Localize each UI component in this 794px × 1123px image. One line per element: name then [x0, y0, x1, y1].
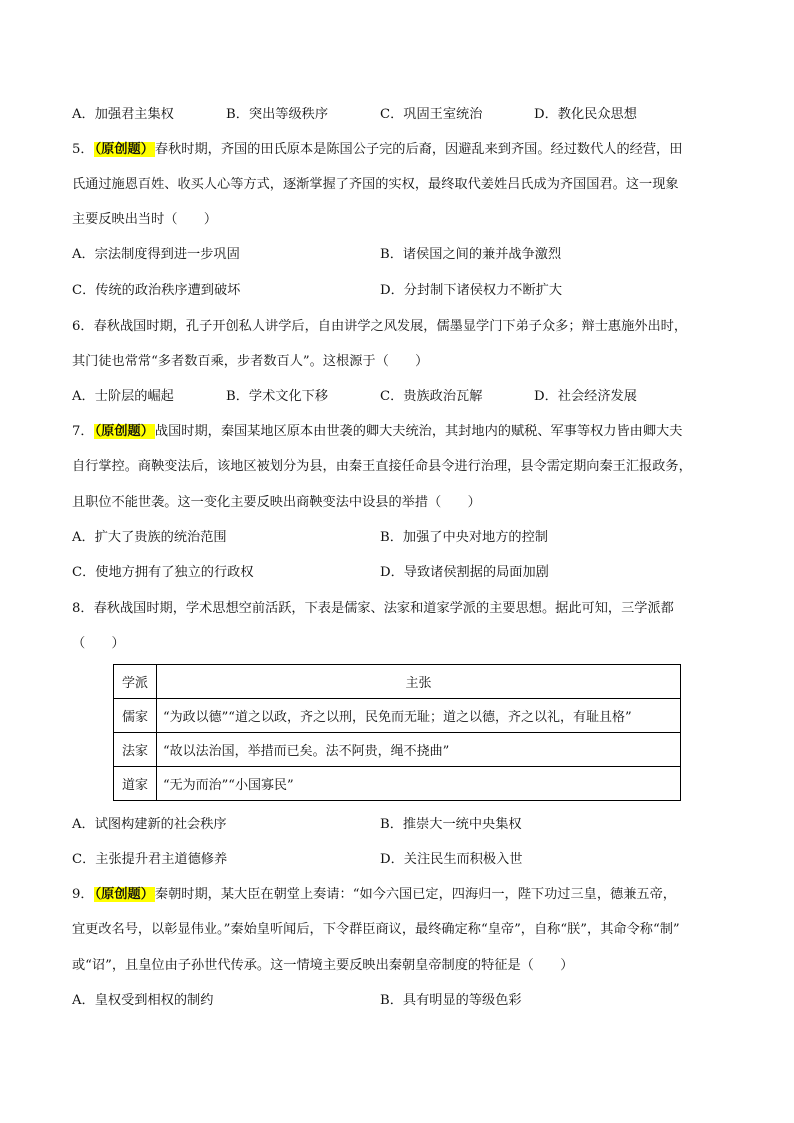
- q9-option-b[interactable]: B．具有明显的等级色彩: [380, 993, 522, 1008]
- q7-option-d[interactable]: D．导致诸侯割据的局面加剧: [380, 565, 549, 580]
- q5-stem-line-3: 主要反映出当时（ ）: [72, 212, 218, 227]
- table-cell-claim: “无为而治”“小国寡民”: [157, 767, 681, 801]
- table-cell-school: 儒家: [114, 699, 157, 733]
- q6-option-a[interactable]: A．士阶层的崛起: [72, 389, 174, 404]
- q5-option-a[interactable]: A．宗法制度得到进一步巩固: [72, 247, 240, 262]
- q4-option-a[interactable]: A．加强君主集权: [72, 107, 174, 122]
- q8-stem-line-1: 8．春秋战国时期，学术思想空前活跃，下表是儒家、法家和道家学派的主要思想。据此可知，三学派都: [72, 601, 674, 616]
- q5-number: 5．: [72, 142, 94, 157]
- q7-original-tag: （原创题）: [94, 424, 154, 439]
- q8-option-b[interactable]: B．推崇大一统中央集权: [380, 817, 522, 832]
- q9-text-1: 秦朝时期，某大臣在朝堂上奏请：“如今六国已定，四海归一，陛下功过三皇，德兼五帝，: [154, 887, 676, 902]
- table-header-school: 学派: [114, 665, 157, 699]
- schools-table: [113, 664, 681, 801]
- q7-text-1: 战国时期，秦国某地区原本由世袭的卿大夫统治，其封地内的赋税、军事等权力皆由卿大夫: [154, 424, 683, 439]
- q4-option-b[interactable]: B．突出等级秩序: [226, 107, 329, 122]
- q7-option-a[interactable]: A．扩大了贵族的统治范围: [72, 530, 227, 545]
- q9-option-a[interactable]: A．皇权受到相权的制约: [72, 993, 214, 1008]
- table-cell-claim: “故以法治国，举措而已矣。法不阿贵，绳不挠曲”: [157, 733, 681, 767]
- q9-stem-line-3: 或“诏”，且皇位由子孙世代传承。这一情境主要反映出秦朝皇帝制度的特征是（ ）: [72, 958, 574, 973]
- q9-stem-line-2: 宜更改名号，以彰显伟业。”秦始皇听闻后，下令群臣商议，最终确定称“皇帝”，自称“朕”，其命令称“制”: [72, 922, 680, 937]
- q4-option-d[interactable]: D．教化民众思想: [534, 107, 637, 122]
- q5-option-d[interactable]: D．分封制下诸侯权力不断扩大: [380, 283, 563, 298]
- table-cell-claim: “为政以德”“道之以政，齐之以刑，民免而无耻；道之以德，齐之以礼，有耻且格”: [157, 699, 681, 733]
- q7-stem-line-1: [72, 423, 732, 441]
- q6-option-d[interactable]: D．社会经济发展: [534, 389, 637, 404]
- table-header-claim: 主张: [157, 665, 681, 699]
- q5-option-b[interactable]: B．诸侯国之间的兼并战争激烈: [380, 247, 562, 262]
- q8-stem-line-2: （ ）: [72, 636, 125, 651]
- table-row: [114, 767, 681, 801]
- q8-option-d[interactable]: D．关注民生而积极入世: [380, 852, 523, 867]
- q6-option-c[interactable]: C．贵族政治瓦解: [380, 389, 483, 404]
- q7-number: 7．: [72, 424, 94, 439]
- q5-option-c[interactable]: C．传统的政治秩序遭到破坏: [72, 283, 241, 298]
- q5-original-tag: （原创题）: [94, 142, 154, 157]
- q9-stem-line-1: [72, 886, 732, 904]
- q5-text-1: 春秋时期，齐国的田氏原本是陈国公子完的后裔，因避乱来到齐国。经过数代人的经营，田: [154, 142, 683, 157]
- table-cell-school: 道家: [114, 767, 157, 801]
- table-row: [114, 699, 681, 733]
- q6-option-b[interactable]: B．学术文化下移: [226, 389, 329, 404]
- q7-stem-line-3: 且职位不能世袭。这一变化主要反映出商鞅变法中设县的举措（ ）: [72, 495, 481, 510]
- q6-stem-line-1: 6．春秋战国时期，孔子开创私人讲学后，自由讲学之风发展，儒墨显学门下弟子众多；辩士惠施外出时，: [72, 319, 688, 334]
- q4-option-c[interactable]: C．巩固王室统治: [380, 107, 483, 122]
- q9-number: 9．: [72, 887, 94, 902]
- q8-option-c[interactable]: C．主张提升君主道德修养: [72, 852, 228, 867]
- q8-option-a[interactable]: A．试图构建新的社会秩序: [72, 817, 227, 832]
- table-header-row: [114, 665, 681, 699]
- table-cell-school: 法家: [114, 733, 157, 767]
- q5-stem-line-2: 氏通过施恩百姓、收买人心等方式，逐渐掌握了齐国的实权，最终取代姜姓吕氏成为齐国国君。这一现象: [72, 177, 679, 192]
- table-row: [114, 733, 681, 767]
- q7-stem-line-2: 自行掌控。商鞅变法后，该地区被划分为县，由秦王直接任命县令进行治理，县令需定期向秦王汇报政务，: [72, 459, 692, 474]
- q5-stem-line-1: [72, 141, 732, 159]
- q6-stem-line-2: 其门徒也常常“多者数百乘，步者数百人”。这根源于（ ）: [72, 354, 429, 369]
- q7-option-b[interactable]: B．加强了中央对地方的控制: [380, 530, 548, 545]
- q7-option-c[interactable]: C．使地方拥有了独立的行政权: [72, 565, 254, 580]
- q9-original-tag: （原创题）: [94, 887, 154, 902]
